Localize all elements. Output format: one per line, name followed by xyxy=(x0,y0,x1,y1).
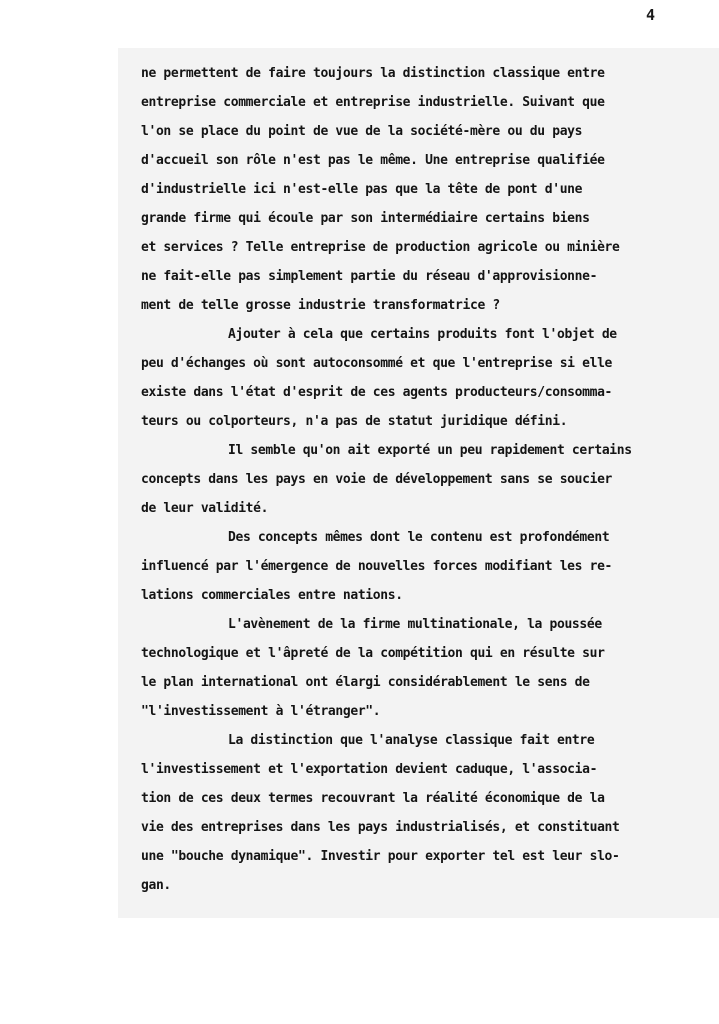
text-line: une "bouche dynamique". Investir pour exporter tel est leur slo- xyxy=(141,849,620,864)
text-line: grande firme qui écoule par son intermédiaire certains biens xyxy=(141,211,590,226)
text-line: ment de telle grosse industrie transformatrice ? xyxy=(141,298,500,313)
text-line: lations commerciales entre nations. xyxy=(141,588,403,603)
text-line: Ajouter à cela que certains produits font l'objet de xyxy=(228,327,617,342)
text-line: et services ? Telle entreprise de production agricole ou minière xyxy=(141,240,620,255)
text-line: La distinction que l'analyse classique fait entre xyxy=(228,733,595,748)
text-line: concepts dans les pays en voie de développement sans se soucier xyxy=(141,472,613,487)
text-line: influencé par l'émergence de nouvelles forces modifiant les re- xyxy=(141,559,613,574)
text-line: d'industrielle ici n'est-elle pas que la tête de pont d'une xyxy=(141,182,583,197)
text-line: l'investissement et l'exportation devient caduque, l'associa- xyxy=(141,762,598,777)
text-line: de leur validité. xyxy=(141,501,269,516)
text-line: ne permettent de faire toujours la distinction classique entre xyxy=(141,66,605,81)
text-line: Des concepts mêmes dont le contenu est profondément xyxy=(228,530,610,545)
text-line: entreprise commerciale et entreprise industrielle. Suivant que xyxy=(141,95,605,110)
text-line: technologique et l'âpreté de la compétition qui en résulte sur xyxy=(141,646,605,661)
text-line: "l'investissement à l'étranger". xyxy=(141,704,381,719)
text-line: teurs ou colporteurs, n'a pas de statut juridique défini. xyxy=(141,414,568,429)
page-number: 4 xyxy=(646,6,656,24)
text-line: ne fait-elle pas simplement partie du réseau d'approvisionne- xyxy=(141,269,598,284)
text-line: peu d'échanges où sont autoconsommé et que l'entreprise si elle xyxy=(141,356,613,371)
text-line: vie des entreprises dans les pays industrialisés, et constituant xyxy=(141,820,620,835)
text-line: gan. xyxy=(141,878,171,893)
text-line: tion de ces deux termes recouvrant la réalité économique de la xyxy=(141,791,605,806)
text-line: Il semble qu'on ait exporté un peu rapidement certains xyxy=(228,443,632,458)
text-line: d'accueil son rôle n'est pas le même. Une entreprise qualifiée xyxy=(141,153,605,168)
text-line: L'avènement de la firme multinationale, la poussée xyxy=(228,617,602,632)
text-line: le plan international ont élargi considérablement le sens de xyxy=(141,675,590,690)
text-line: existe dans l'état d'esprit de ces agents producteurs/consomma- xyxy=(141,385,613,400)
text-line: l'on se place du point de vue de la société-mère ou du pays xyxy=(141,124,583,139)
